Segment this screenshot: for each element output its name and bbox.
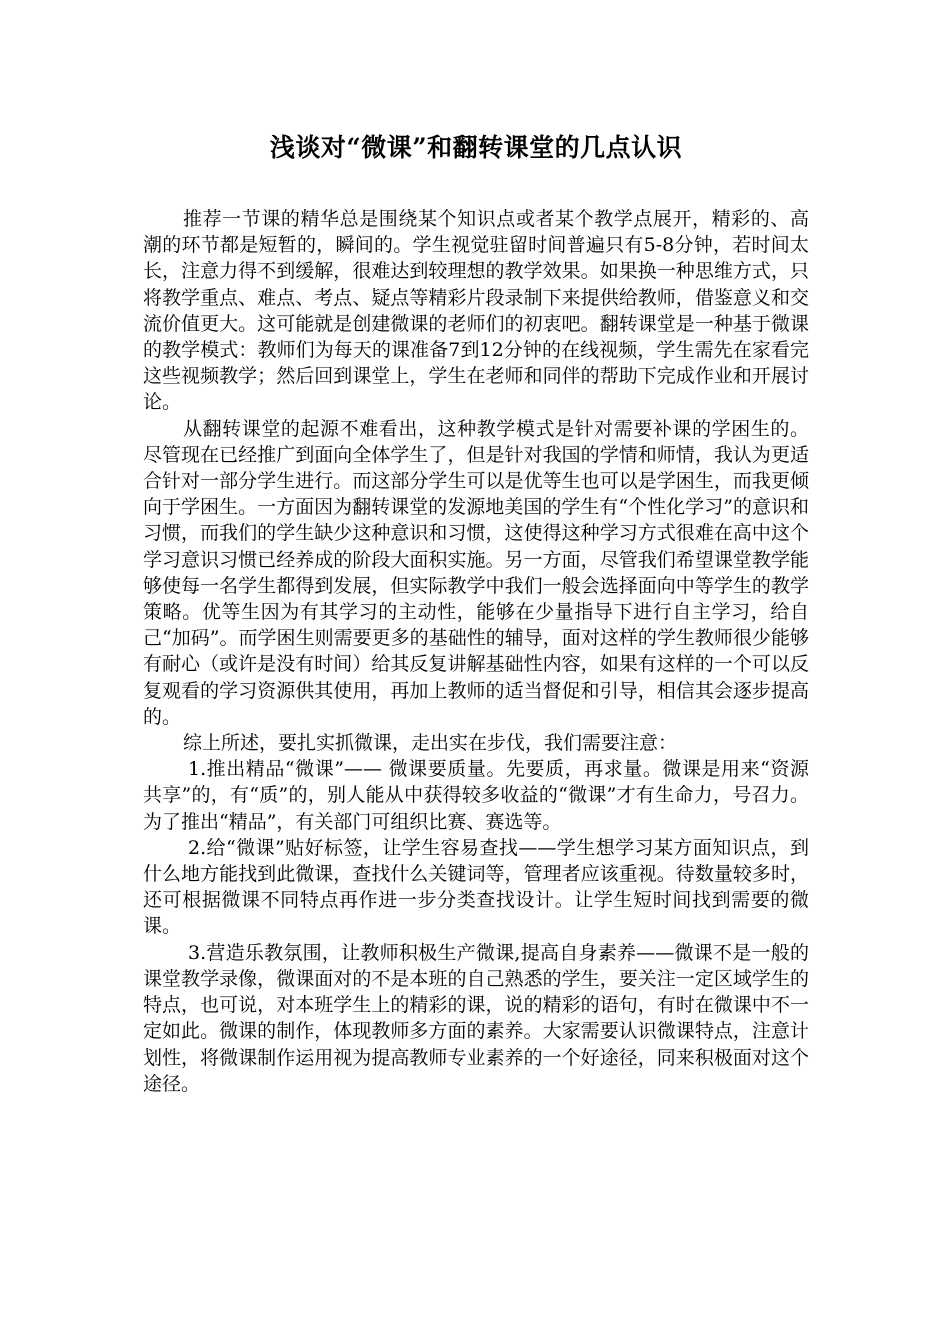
document-body bbox=[143, 128, 809, 1097]
paragraph-intro: 推荐一节课的精华总是围绕某个知识点或者某个教学点展开，精彩的、高潮的环节都是短暂的，瞬间的。学生视觉驻留时间普遍只有5-8分钟，若时间太长，注意力得不到缓解，很难达到较理想的教学效果。如果换一种思维方式，只将教学重点、难点、考点、疑点等精彩片段录制下来提供给教师，借鉴意义和交流价值更大。这可能就是创建微课的老师们的初衷吧。翻转课堂是一种基于微课的教学模式：教师们为每天的课准备7到12分钟的在线视频，学生需先在家看完这些视频教学；然后回到课堂上，学生在老师和同伴的帮助下完成作业和开展讨论。 bbox=[143, 208, 809, 414]
paragraph-origin: 从翻转课堂的起源不难看出，这种教学模式是针对需要补课的学困生的。尽管现在已经推广到面向全体学生了，但是针对我国的学情和师情，我认为更适合针对一部分学生进行。而这部分学生可以是优等生也可以是学困生，而我更倾向于学困生。一方面因为翻转课堂的发源地美国的学生有“个性化学习”的意识和习惯，而我们的学生缺少这种意识和习惯，这使得这种学习方式很难在高中这个学习意识习惯已经养成的阶段大面积实施。另一方面，尽管我们希望课堂教学能够使每一名学生都得到发展，但实际教学中我们一般会选择面向中等学生的教学策略。优等生因为有其学习的主动性，能够在少量指导下进行自主学习，给自己“加码”。而学困生则需要更多的基础性的辅导，面对这样的学生教师很少能够有耐心（或许是没有时间）给其反复讲解基础性内容，如果有这样的一个可以反复观看的学习资源供其使用，再加上教师的适当督促和引导，相信其会逐步提高的。 bbox=[143, 417, 809, 728]
paragraph-summary: 综上所述，要扎实抓微课，走出实在步伐，我们需要注意： bbox=[183, 732, 678, 755]
paragraph-point-3: 3.营造乐教氛围，让教师积极生产微课,提高自身素养——微课不是一般的课堂教学录像，微课面对的不是本班的自己熟悉的学生，要关注一定区域学生的特点，也可说，对本班学生上的精彩的课，说的精彩的语句，有时在微课中不一定如此。微课的制作，体现教师多方面的素养。大家需要认识微课特点，注意计划性，将微课制作运用视为提高教师专业素养的一个好途径，同来积极面对这个途径。 bbox=[143, 941, 809, 1095]
paragraph-point-2: 2.给“微课”贴好标签，让学生容易查找——学生想学习某方面知识点，到什么地方能找到此微课，查找什么关键词等，管理者应该重视。待数量较多时，还可根据微课不同特点再作进一步分类查找设计。让学生短时间找到需要的微课。 bbox=[143, 836, 809, 938]
paragraph-point-1: 1.推出精品“微课”—— 微课要质量。先要质，再求量。微课是用来“资源共享”的，有“质”的，别人能从中获得较多收益的“微课”才有生命力，号召力。为了推出“精品”，有关部门可组织比赛、赛选等。 bbox=[143, 758, 809, 833]
document-title: 浅谈对“微课”和翻转课堂的几点认识 bbox=[269, 133, 683, 162]
